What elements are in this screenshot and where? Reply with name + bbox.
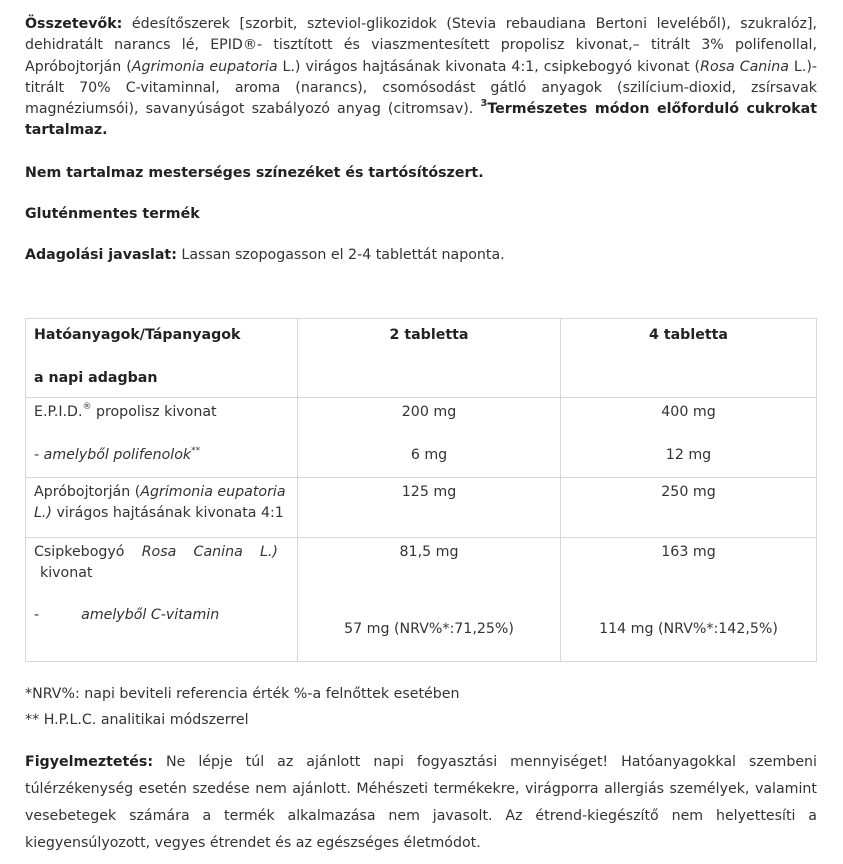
propolis-4-tablets-cell: 400 mg 12 mg xyxy=(561,398,817,478)
ingredients-superscript: 3 xyxy=(480,98,488,110)
header-active-ingredients: Hatóanyagok/Tápanyagok a napi adagban xyxy=(26,319,298,398)
agrimonia-2-tablets-cell: 125 mg xyxy=(298,478,561,538)
ingredients-text-2: L.) virágos hajtásának kivonata 4:1, csipkebogyó kivonat ( xyxy=(277,58,701,75)
header-4-tablets: 4 tabletta xyxy=(561,319,817,398)
table-row xyxy=(26,478,817,538)
ingredients-text: édesítőszerek [szorbit, szteviol-glikozidok (Stevia rebaudiana Bertoni leveléből), szukralóz], dehidratált narancs lé, EPID®- tisztított és viaszmentesített propolisz kivonat,– titrált 3% polifenollal, Apróbojtorján ( xyxy=(25,16,817,75)
ingredients-text-3: L.)-titrált 70% C-vitaminnal, aroma (narancs), csomósodást gátló anyagok (szilícium-dioxid, zsírsavak magnéziumsói), savanyúságot szabályozó anyag (citromsav). xyxy=(25,58,817,118)
table-row xyxy=(26,398,817,478)
rosa-2-tablets-cell: 81,5 mg 57 mg (NRV%*:71,25%) xyxy=(298,538,561,662)
footnotes xyxy=(25,681,817,734)
ingredients-italic-rosa: Rosa Canina xyxy=(700,58,789,75)
dosage-label: Adagolási javaslat: xyxy=(25,247,177,264)
propolis-2-tablets-cell: 200 mg 6 mg xyxy=(298,398,561,478)
warning-paragraph xyxy=(25,749,817,857)
nutrition-table xyxy=(25,318,817,662)
agrimonia-name-cell: Apróbojtorján (Agrimonia eupatoria L.) virágos hajtásának kivonata 4:1 xyxy=(26,478,298,538)
polyphenols-name: - amelyből polifenolok** xyxy=(34,445,201,464)
rosa-4-tablets-cell: 163 mg 114 mg (NRV%*:142,5%) xyxy=(561,538,817,662)
agrimonia-4-tablets-cell: 250 mg xyxy=(561,478,817,538)
ingredients-paragraph xyxy=(25,14,817,142)
propolis-name-cell xyxy=(26,398,298,478)
warning-text: Ne lépje túl az ajánlott napi fogyasztási mennyiséget! Hatóanyagokkal szembeni túlérzékenység esetén szedése nem ajánlott. Méhészeti termékekre, virágporra allergiás személyek, valamint vesebetegek számára a termék alkalmazása nem javasolt. Az étrend-kiegészítő nem helyettesíti a kiegyensúlyozott, vegyes étrendet és az egészséges életmódot. xyxy=(25,754,817,851)
no-additives-note: Nem tartalmaz mesterséges színezéket és tartósítószert. xyxy=(25,164,484,181)
warning-label: Figyelmeztetés: xyxy=(25,754,154,770)
ingredients-label: Összetevők: xyxy=(25,16,123,32)
table-header-row xyxy=(26,319,817,398)
product-description xyxy=(25,14,817,267)
vitamin-c-name: - amelyből C-vitamin xyxy=(34,606,220,623)
hplc-footnote: ** H.P.L.C. analitikai módszerrel xyxy=(25,712,249,729)
dosage-text: Lassan szopogasson el 2-4 tablettát naponta. xyxy=(176,247,505,264)
natural-sugars-note: Természetes módon előforduló cukrokat tartalmaz. xyxy=(25,101,817,139)
gluten-free-note: Gluténmentes termék xyxy=(25,206,200,223)
propolis-name: E.P.I.D.® propolisz kivonat xyxy=(34,402,217,420)
rosa-name-line: Csipkebogyó Rosa Canina L.) xyxy=(34,544,278,560)
table-row xyxy=(26,538,817,662)
header-2-tablets: 2 tabletta xyxy=(298,319,561,398)
dosage-paragraph xyxy=(25,245,817,266)
nrv-footnote: *NRV%: napi beviteli referencia érték %-a felnőttek esetében xyxy=(25,686,460,702)
ingredients-italic-agrimonia: Agrimonia eupatoria xyxy=(131,58,278,75)
rosa-name-cell: Csipkebogyó Rosa Canina L.) kivonat - amelyből C-vitamin xyxy=(26,538,298,662)
